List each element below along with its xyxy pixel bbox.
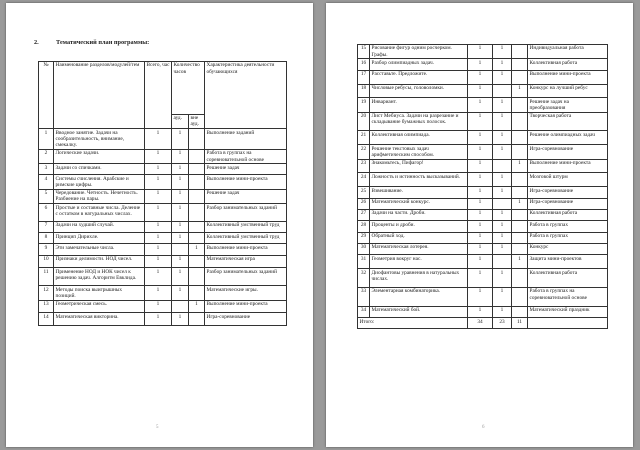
- cell-vne: [512, 112, 528, 131]
- cell-activity: Конкурс на лучший ребус: [528, 84, 608, 98]
- cell-activity: Решение задач на преобразования: [528, 98, 608, 112]
- table-row: [39, 149, 287, 163]
- cell-total: 1: [468, 187, 493, 198]
- cell-activity: Коллективный умственный труд: [205, 233, 287, 244]
- cell-total: 1: [468, 112, 493, 131]
- cell-topic: Числовые ребусы, головоломки.: [370, 84, 468, 98]
- cell-vne: 1: [512, 159, 528, 173]
- cell-total: 1: [145, 233, 172, 244]
- cell-aud: 1: [493, 244, 512, 255]
- cell-num: 5: [39, 189, 54, 203]
- cell-aud: 1: [493, 59, 512, 70]
- table-row: [358, 84, 608, 98]
- table-total-row: [358, 318, 608, 329]
- cell-activity: Разбор занимательных заданий: [205, 268, 287, 286]
- table-row: [358, 145, 608, 159]
- cell-activity: Математический праздник: [528, 306, 608, 317]
- cell-activity: Выполнение мини-проекта: [528, 70, 608, 84]
- cell-total: 1: [145, 286, 172, 300]
- cell-num: 13: [39, 300, 54, 313]
- cell-vne: [512, 244, 528, 255]
- table-row: [39, 164, 287, 175]
- cell-total: 1: [468, 45, 493, 59]
- cell-aud: 1: [172, 286, 189, 300]
- cell-num: 28: [358, 221, 370, 232]
- cell-topic: Коллективная олимпиада.: [370, 131, 468, 145]
- cell-aud: 1: [493, 173, 512, 187]
- cell-total: 1: [468, 255, 493, 269]
- cell-aud: 1: [172, 129, 189, 150]
- cell-aud: 1: [172, 233, 189, 244]
- table-row: [358, 221, 608, 232]
- table-row: [358, 244, 608, 255]
- cell-topic: Методы поиска выигрышных позиций.: [54, 286, 145, 300]
- cell-topic: Рисование фигур одним росчерком. Графы.: [370, 45, 468, 59]
- cell-aud: 1: [493, 306, 512, 317]
- cell-aud: 1: [493, 131, 512, 145]
- cell-topic: Геометрическая смесь.: [54, 300, 145, 313]
- cell-total: 1: [145, 189, 172, 203]
- cell-topic: Эти замечательные числа.: [54, 244, 145, 255]
- cell-activity: Разбор занимательных заданий: [205, 204, 287, 222]
- cell-num: 7: [39, 221, 54, 232]
- cell-activity: Коллективная работа: [528, 209, 608, 220]
- cell-num: 21: [358, 131, 370, 145]
- cell-total: 1: [468, 173, 493, 187]
- cell-vne: [189, 313, 205, 326]
- section-heading: [34, 39, 149, 46]
- cell-vne: [512, 45, 528, 59]
- cell-num: 9: [39, 244, 54, 255]
- cell-num: 31: [358, 255, 370, 269]
- cell-topic: Разбор олимпиадных задач.: [370, 59, 468, 70]
- table-row: [358, 209, 608, 220]
- cell-num: 26: [358, 198, 370, 209]
- cell-activity: Индивидуальная работа: [528, 45, 608, 59]
- cell-aud: 1: [172, 255, 189, 268]
- table-row: [358, 269, 608, 288]
- total-label: Итого:: [358, 318, 468, 329]
- cell-aud: 1: [493, 221, 512, 232]
- cell-vne: [512, 59, 528, 70]
- cell-total: 1: [468, 98, 493, 112]
- total-vne: 11: [512, 318, 528, 329]
- cell-total: 1: [145, 255, 172, 268]
- cell-vne: [189, 255, 205, 268]
- cell-total: 1: [468, 159, 493, 173]
- cell-num: 6: [39, 204, 54, 222]
- cell-aud: 1: [493, 209, 512, 220]
- section-number: 2.: [34, 39, 39, 46]
- cell-num: 2: [39, 149, 54, 163]
- document-page-left: [6, 3, 313, 447]
- cell-num: 4: [39, 175, 54, 189]
- table-row: [358, 255, 608, 269]
- cell-topic: Простые и составные числа. Деление с остатком в натуральных числах.: [54, 204, 145, 222]
- cell-vne: [512, 187, 528, 198]
- cell-vne: [189, 164, 205, 175]
- table-row: [358, 112, 608, 131]
- cell-num: 32: [358, 269, 370, 288]
- cell-vne: [512, 131, 528, 145]
- cell-aud: 1: [172, 268, 189, 286]
- cell-vne: [189, 129, 205, 150]
- cell-total: 1: [145, 300, 172, 313]
- cell-topic: Признаки делимости. НОД чисел.: [54, 255, 145, 268]
- cell-num: 17: [358, 70, 370, 84]
- cell-activity: Работа в группах на соревновательной основе: [205, 149, 287, 163]
- cell-topic: Геометрия вокруг нас.: [370, 255, 468, 269]
- cell-aud: 1: [493, 98, 512, 112]
- cell-total: 1: [145, 129, 172, 150]
- cell-vne: [512, 232, 528, 243]
- header-qty: Количество часов: [172, 62, 205, 115]
- cell-total: 1: [468, 145, 493, 159]
- cell-vne: 1: [189, 244, 205, 255]
- cell-activity: Игра-соревнование: [528, 187, 608, 198]
- cell-total: 1: [468, 59, 493, 70]
- cell-topic: Задачи со спичками.: [54, 164, 145, 175]
- cell-num: 22: [358, 145, 370, 159]
- cell-aud: 1: [493, 187, 512, 198]
- cell-vne: [512, 306, 528, 317]
- cell-activity: Выполнение мини-проекта: [205, 244, 287, 255]
- table-row: [358, 98, 608, 112]
- cell-topic: Ложность и истинность высказываний.: [370, 173, 468, 187]
- total-hours: 34: [468, 318, 493, 329]
- cell-total: 1: [468, 288, 493, 307]
- cell-total: 1: [468, 84, 493, 98]
- cell-total: 1: [468, 131, 493, 145]
- cell-vne: [189, 268, 205, 286]
- cell-topic: Математический бой.: [370, 306, 468, 317]
- cell-activity: Игра-соревнование: [528, 198, 608, 209]
- table-header-row: [39, 62, 287, 115]
- cell-total: 1: [145, 175, 172, 189]
- cell-num: 20: [358, 112, 370, 131]
- table-row: [358, 45, 608, 59]
- cell-activity: Работа в группах: [528, 221, 608, 232]
- cell-activity: Коллективная работа: [528, 269, 608, 288]
- cell-topic: Задачи на худший случай.: [54, 221, 145, 232]
- cell-num: 19: [358, 98, 370, 112]
- cell-vne: 1: [512, 255, 528, 269]
- table-row: [358, 232, 608, 243]
- header-num: №: [39, 62, 54, 129]
- table-row: [39, 204, 287, 222]
- cell-num: 8: [39, 233, 54, 244]
- cell-topic: Диофантовы уравнения в натуральных числах.: [370, 269, 468, 288]
- table-row: [39, 175, 287, 189]
- total-aud: 23: [493, 318, 512, 329]
- cell-topic: Задачи на части. Дроби.: [370, 209, 468, 220]
- cell-activity: Коллективный умственный труд: [205, 221, 287, 232]
- cell-vne: [189, 189, 205, 203]
- cell-total: 1: [468, 244, 493, 255]
- table-row: [358, 173, 608, 187]
- cell-vne: 1: [512, 198, 528, 209]
- table-row: [358, 59, 608, 70]
- cell-total: 1: [468, 269, 493, 288]
- cell-activity: Решение олимпиадных задач: [528, 131, 608, 145]
- cell-aud: 1: [172, 204, 189, 222]
- cell-topic: Элементарная комбинаторика.: [370, 288, 468, 307]
- cell-topic: Расставьте. Предложите.: [370, 70, 468, 84]
- table-row: [358, 70, 608, 84]
- cell-vne: [189, 286, 205, 300]
- cell-num: 25: [358, 187, 370, 198]
- cell-aud: [172, 244, 189, 255]
- cell-vne: [189, 204, 205, 222]
- cell-topic: Математическая викторина.: [54, 313, 145, 326]
- cell-activity: Игра-соревнование: [528, 145, 608, 159]
- cell-total: 1: [145, 164, 172, 175]
- cell-total: 1: [145, 204, 172, 222]
- table-row: [39, 129, 287, 150]
- cell-topic: Лист Мебиуса. Задачи на разрезание и складывание бумажных полосок.: [370, 112, 468, 131]
- cell-aud: 1: [172, 164, 189, 175]
- thematic-plan-table-part1: [38, 61, 287, 326]
- cell-topic: Математическая лотерея.: [370, 244, 468, 255]
- cell-activity: Математическая игра: [205, 255, 287, 268]
- cell-num: 27: [358, 209, 370, 220]
- cell-num: 14: [39, 313, 54, 326]
- cell-aud: 1: [172, 149, 189, 163]
- cell-num: 16: [358, 59, 370, 70]
- cell-aud: [172, 300, 189, 313]
- cell-vne: [512, 173, 528, 187]
- cell-total: 1: [468, 232, 493, 243]
- table-row: [358, 187, 608, 198]
- cell-vne: [512, 98, 528, 112]
- cell-num: 18: [358, 84, 370, 98]
- table-row: [358, 198, 608, 209]
- cell-num: 23: [358, 159, 370, 173]
- cell-aud: 1: [493, 269, 512, 288]
- section-title: Тематический план программы:: [56, 39, 150, 46]
- table-row: [358, 131, 608, 145]
- cell-aud: 1: [172, 175, 189, 189]
- cell-vne: 1: [189, 300, 205, 313]
- cell-total: 1: [145, 244, 172, 255]
- page-number: 6: [482, 425, 485, 430]
- cell-total: 1: [468, 306, 493, 317]
- cell-total: 1: [145, 268, 172, 286]
- cell-total: 1: [468, 209, 493, 220]
- cell-vne: [189, 233, 205, 244]
- table-row: [39, 189, 287, 203]
- cell-topic: Обратный ход.: [370, 232, 468, 243]
- cell-activity: Игра-соревнование: [205, 313, 287, 326]
- cell-num: 10: [39, 255, 54, 268]
- header-aud: ауд.: [172, 114, 189, 128]
- thematic-plan-table-part2: [357, 44, 608, 329]
- cell-topic: Взвешивание.: [370, 187, 468, 198]
- cell-activity: Конкурс: [528, 244, 608, 255]
- cell-topic: Применение НОД и НОК чисел к решению задач. Алгоритм Евклида.: [54, 268, 145, 286]
- table-row: [39, 244, 287, 255]
- cell-vne: 1: [512, 84, 528, 98]
- cell-num: 29: [358, 232, 370, 243]
- cell-topic: Инвариант.: [370, 98, 468, 112]
- cell-num: 24: [358, 173, 370, 187]
- table-row: [39, 313, 287, 326]
- cell-num: 1: [39, 129, 54, 150]
- cell-activity: Коллективная работа: [528, 59, 608, 70]
- cell-num: 11: [39, 268, 54, 286]
- cell-total: 1: [145, 221, 172, 232]
- table-row: [358, 288, 608, 307]
- cell-activity: Выполнение мини-проекта: [528, 159, 608, 173]
- table-row: [39, 255, 287, 268]
- total-activity: [528, 318, 608, 329]
- cell-num: 30: [358, 244, 370, 255]
- table-row: [39, 268, 287, 286]
- header-vne: вне ауд.: [189, 114, 205, 128]
- cell-topic: Вводное занятие. Задачи на сообразительность, внимание, смекалку.: [54, 129, 145, 150]
- cell-activity: Выполнение мини-проекта: [205, 300, 287, 313]
- cell-activity: Творческая работа: [528, 112, 608, 131]
- cell-activity: Работа в группах: [528, 232, 608, 243]
- cell-total: 1: [468, 221, 493, 232]
- cell-aud: [493, 255, 512, 269]
- table-row: [39, 286, 287, 300]
- cell-total: 1: [468, 198, 493, 209]
- cell-aud: [493, 159, 512, 173]
- cell-aud: 1: [493, 288, 512, 307]
- cell-topic: Чередование. Четность. Нечетность. Разбиение на пары.: [54, 189, 145, 203]
- cell-aud: 1: [172, 313, 189, 326]
- cell-activity: Выполнение заданий: [205, 129, 287, 150]
- cell-topic: Логические задачи.: [54, 149, 145, 163]
- cell-aud: [493, 84, 512, 98]
- cell-vne: [189, 175, 205, 189]
- cell-vne: [512, 221, 528, 232]
- document-page-right: [326, 3, 633, 447]
- cell-total: 1: [145, 149, 172, 163]
- cell-vne: [512, 269, 528, 288]
- header-char: Характеристика деятельности обучающихся: [205, 62, 287, 129]
- cell-topic: Системы счисления. Арабские и римские цифры.: [54, 175, 145, 189]
- cell-topic: Принцип Дирихле.: [54, 233, 145, 244]
- cell-vne: [512, 209, 528, 220]
- table-row: [39, 300, 287, 313]
- cell-aud: 1: [172, 221, 189, 232]
- cell-vne: [189, 221, 205, 232]
- cell-vne: [512, 145, 528, 159]
- cell-num: 12: [39, 286, 54, 300]
- cell-vne: [512, 288, 528, 307]
- table-row: [358, 306, 608, 317]
- cell-aud: 1: [493, 70, 512, 84]
- cell-activity: Защита мини-проектов: [528, 255, 608, 269]
- table-row: [39, 221, 287, 232]
- cell-topic: Проценты и дроби.: [370, 221, 468, 232]
- cell-aud: 1: [493, 45, 512, 59]
- header-name: Наименование разделов/модулей/тем: [54, 62, 145, 129]
- cell-num: 34: [358, 306, 370, 317]
- cell-aud: 1: [493, 232, 512, 243]
- table-row: [39, 233, 287, 244]
- cell-activity: Работа в группах на соревновательной основе: [528, 288, 608, 307]
- cell-topic: Решение текстовых задач арифметическим способом.: [370, 145, 468, 159]
- table-row: [358, 159, 608, 173]
- cell-aud: 1: [493, 112, 512, 131]
- cell-topic: Знакомьтесь, Пифагор!: [370, 159, 468, 173]
- cell-aud: 1: [493, 145, 512, 159]
- cell-aud: [493, 198, 512, 209]
- cell-total: 1: [145, 313, 172, 326]
- cell-num: 3: [39, 164, 54, 175]
- cell-num: 15: [358, 45, 370, 59]
- cell-num: 33: [358, 288, 370, 307]
- cell-activity: Решение задач: [205, 189, 287, 203]
- page-number: 5: [156, 425, 159, 430]
- cell-vne: [189, 149, 205, 163]
- cell-aud: 1: [172, 189, 189, 203]
- cell-activity: Математические игры.: [205, 286, 287, 300]
- header-total: Всего, час: [145, 62, 172, 129]
- cell-activity: Решение задач: [205, 164, 287, 175]
- cell-activity: Мозговой штурм: [528, 173, 608, 187]
- cell-topic: Математический конкурс.: [370, 198, 468, 209]
- cell-activity: Выполнение мини-проекта: [205, 175, 287, 189]
- cell-total: 1: [468, 70, 493, 84]
- cell-vne: [512, 70, 528, 84]
